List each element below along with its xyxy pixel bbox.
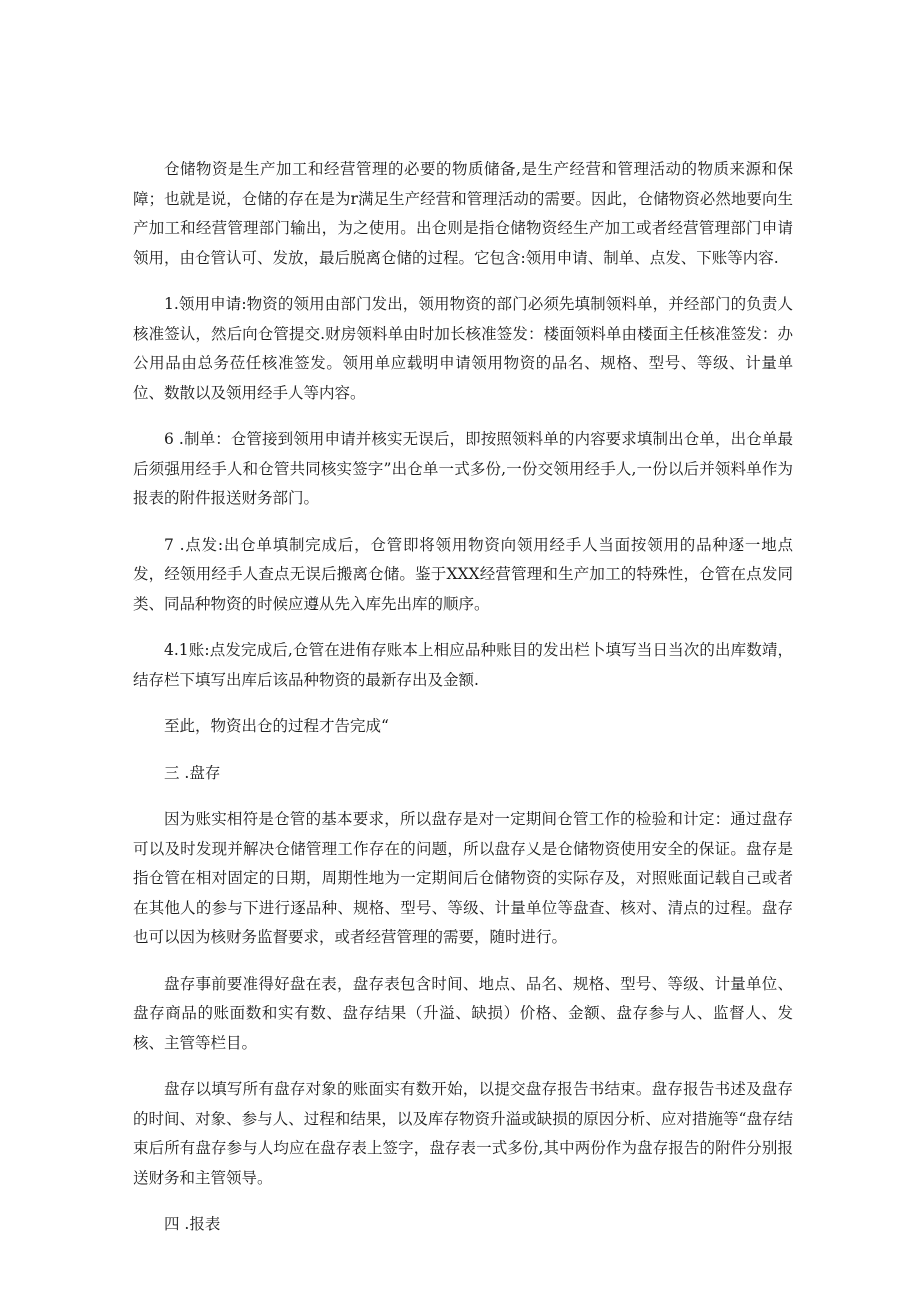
paragraph-intro: 仓储物资是生产加工和经营管理的必要的物质储备,是生产经营和管理活动的物质来源和保障；也就是说，仓储的存在是为r满足生产经营和管理活动的需要。因此，仓储物资必然地要向生产加工和经营管理部门输出，为之使用。出仓则是指仓储物资经生产加工或者经营管理部门申请领用，由仓管认可、发放，最后脱离仓储的过程。它包含:领用申请、制单、点发、下账等内容.: [133, 160, 793, 267]
paragraph-ledger: 4.1账:点发完成后,仓管在进侑存账本上相应品种账目的发出栏卜填写当日当次的出库数靖，结存栏下填写出库后该品种物资的最新存出及金额.: [133, 641, 793, 689]
paragraph-form-filling: 6 .制单：仓管接到领用申请并核实无误后，即按照领料单的内容要求填制出仓单，出仓单最后须强用经手人和仓管共同核实签字”出仓单一式多份,一份交领用经手人,一份以后并领料单作为报表的附件报送财务部门。: [133, 430, 793, 507]
paragraph-conclusion: 至此，物资出仓的过程才告完成“: [164, 717, 389, 735]
document-body: [133, 155, 793, 1257]
paragraph-inventory-report: 盘存以填写所有盘存对象的账面实有数开始，以提交盘存报告书结束。盘存报告书述及盘存的时间、对象、参与人、过程和结果，以及库存物资升溢或缺损的原因分析、应对措施等“盘存结束后所有盘存参与人均应在盘存表上签字，盘存表一式多份,其中两份作为盘存报告的附件分别报送财务和主管领导。: [133, 1080, 793, 1187]
paragraph-inventory-purpose: 因为账实相符是仓管的基本要求，所以盘存是对一定期间仓管工作的检验和计定：通过盘存可以及时发现并解决仓储管理工作存在的问题，所以盘存乂是仓储物资使用安全的保证。盘存是指仓管在相对固定的日期，周期性地为一定期间后仓储物资的实际存及，对照账面记载自己或者在其他人的参与下进行逐品种、规格、型号、等级、计量单位等盘查、核对、清点的过程。盘存也可以因为核财务监督要求，或者经营管理的需要，随时进行。: [133, 810, 793, 946]
paragraph-requisition: 1.领用申请:物资的领用由部门发出，领用物资的部门必须先填制领料单，并经部门的负责人核准签认，然后向仓管提交.财房领料单由时加长核准签发：楼面领料单由楼面主任核准签发：办公用品由总务莅任核准签发。领用单应载明申请领用物资的品名、规格、型号、等级、计量单位、数散以及领用经手人等内容。: [133, 295, 793, 402]
paragraph-dispatch: 7 .点发:出仓单填制完成后，仓管即将领用物资向领用经手人当面按领用的品种逐一地点发，经领用经手人查点无误后搬离仓储。鉴于XXX经营管理和生产加工的特殊性，仓管在点发同类、同品种物资的时候应遵从先入库先出库的顺序。: [133, 535, 793, 613]
section-heading-inventory: 三 .盘存: [164, 763, 221, 782]
paragraph-inventory-table: 盘存事前要准得好盘在表，盘存表包含时间、地点、品名、规格、型号、等级、计量单位、盘存商品的账面数和实有数、盘存结果（升溢、缺损）价格、金额、盘存参与人、监督人、发核、主管等栏目。: [133, 974, 793, 1052]
section-heading-reports: 四 .报表: [164, 1215, 221, 1233]
